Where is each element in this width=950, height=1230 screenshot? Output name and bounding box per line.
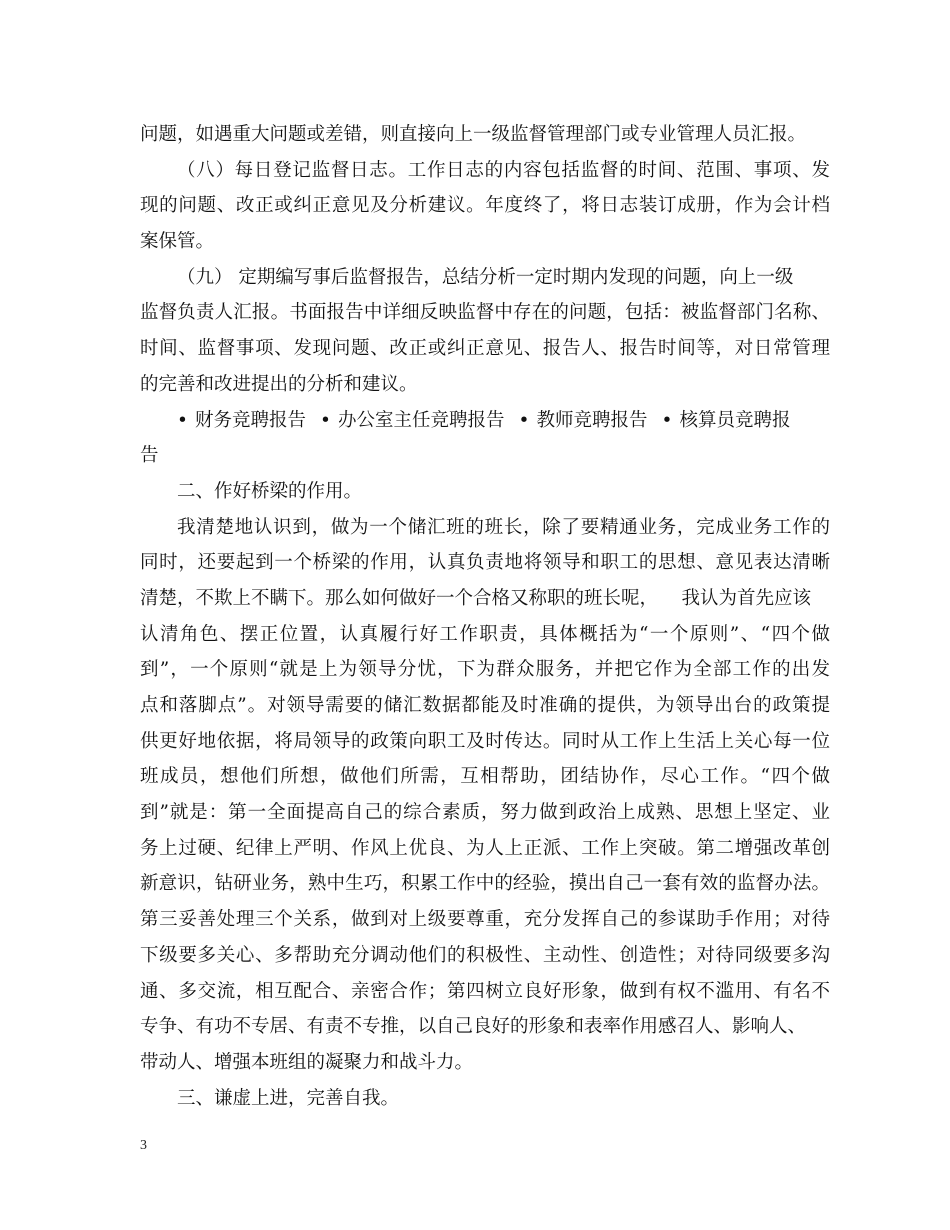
related-link-label: 财务竞聘报告 xyxy=(195,409,307,431)
bullet-icon: • xyxy=(661,409,673,431)
related-link-tail[interactable]: 告 xyxy=(140,445,159,467)
text-line: 问题，如遇重大问题或差错，则直接向上一级监督管理部门或专业管理人员汇报。 xyxy=(140,124,807,145)
text-line: 务上过硬、纪律上严明、作风上优良、为人上正派、工作上突破。第二增强改革创 xyxy=(140,837,830,859)
text-line: 带动人、增强本班组的凝聚力和战斗力。 xyxy=(140,1051,474,1073)
text-line: 点和落脚点”。对领导需要的储汇数据都能及时准确的提供，为领导出台的政策提 xyxy=(140,695,830,716)
text-line: 监督负责人汇报。书面报告中详细反映监督中存在的问题，包括：被监督部门名称、 xyxy=(140,302,830,324)
text-line: 第三妥善处理三个关系，做到对上级要尊重，充分发挥自己的参谋助手作用；对待 xyxy=(140,909,830,931)
related-link-label: 核算员竞聘报 xyxy=(679,409,791,431)
text-line: 认清角色、摆正位置，认真履行好工作职责，具体概括为“一个原则”、“四个做 xyxy=(140,623,830,645)
text-line: （九） 定期编写事后监督报告，总结分析一定时期内发现的问题，向上一级 xyxy=(177,266,794,288)
text-line: 到”就是：第一全面提高自己的综合素质，努力做到政治上成熟、思想上坚定、业 xyxy=(140,802,830,824)
text-line: 同时，还要起到一个桥梁的作用，认真负责地将领导和职工的思想、意见表达清晰 xyxy=(140,552,830,574)
text-line: 供更好地依据，将局领导的政策向职工及时传达。同时从工作上生活上关心每一位 xyxy=(140,730,830,752)
body-text xyxy=(140,117,830,1116)
text-line: 案保管。 xyxy=(140,231,215,253)
related-links xyxy=(140,403,830,439)
text-line: 的完善和改进提出的分析和建议。 xyxy=(140,373,418,395)
text-line: 班成员，想他们所想，做他们所需，互相帮助，团结协作，尽心工作。“四个做 xyxy=(140,766,830,788)
related-link[interactable] xyxy=(519,403,648,439)
related-link-label: 教师竞聘报告 xyxy=(536,409,648,431)
related-link[interactable] xyxy=(320,403,505,439)
bullet-icon: • xyxy=(320,409,331,431)
text-line: 到”，一个原则“就是上为领导分忧，下为群众服务，并把它作为全部工作的出发 xyxy=(140,659,830,681)
text-line: 我清楚地认识到，做为一个储汇班的班长，除了要精通业务，完成业务工作的 xyxy=(177,516,830,538)
text-line: 专争、有功不专居、有责不专推，以自己良好的形象和表率作用感召人、影响人、 xyxy=(140,1016,807,1038)
text-line: 清楚，不欺上不瞒下。那么如何做好一个合格又称职的班长呢， 我认为首先应该 xyxy=(140,587,812,609)
section-heading: 三、谦虚上进，完善自我。 xyxy=(177,1087,400,1109)
bullet-icon: • xyxy=(518,409,530,431)
bullet-icon: • xyxy=(177,409,188,431)
related-link-label: 办公室主任竞聘报告 xyxy=(338,409,505,431)
section-heading: 二、作好桥梁的作用。 xyxy=(177,480,363,502)
text-line: 现的问题、改正或纠正意见及分析建议。年度终了，将日志装订成册，作为会计档 xyxy=(140,195,830,217)
text-line: （八）每日登记监督日志。工作日志的内容包括监督的时间、范围、事项、发 xyxy=(177,159,830,181)
related-link[interactable] xyxy=(662,403,791,439)
text-line: 通、多交流，相互配合、亲密合作；第四树立良好形象，做到有权不滥用、有名不 xyxy=(140,980,830,1002)
page-number: 3 xyxy=(140,1138,147,1153)
related-link[interactable] xyxy=(177,403,306,439)
text-line: 下级要多关心、多帮助充分调动他们的积极性、主动性、创造性；对待同级要多沟 xyxy=(140,944,830,966)
text-line: 新意识，钻研业务，熟中生巧，积累工作中的经验，摸出自己一套有效的监督办法。 xyxy=(140,873,830,895)
text-line: 时间、监督事项、发现问题、改正或纠正意见、报告人、报告时间等，对日常管理 xyxy=(140,338,830,360)
